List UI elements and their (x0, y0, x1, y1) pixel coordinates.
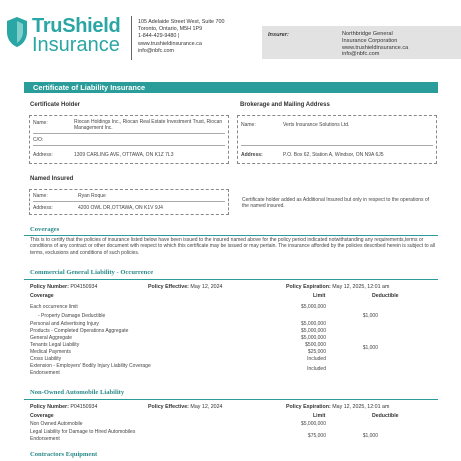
cgl-row-limit: Included (307, 366, 326, 372)
nonowned-policy-expiration: Policy Expiration: May 12, 2025, 12:01 am (286, 404, 390, 410)
address-line: Toronto, Ontario, M5H 1P9 (138, 26, 203, 33)
section-rule (24, 399, 438, 400)
nonowned-row-coverage: Endorsement (30, 436, 60, 442)
divider (33, 145, 225, 146)
cgl-row-limit: $25,000 (307, 349, 326, 355)
cgl-policy-effective: Policy Effective: May 12, 2024 (148, 284, 223, 290)
cgl-row-limit: $5,000,000 (300, 304, 326, 310)
section-rule (24, 279, 438, 280)
insurer-label: Insurer: (268, 32, 289, 38)
cgl-row-coverage: Tenants Legal Liability (30, 342, 80, 348)
certificate-holder-heading: Certificate Holder (30, 102, 81, 108)
nonowned-row-limit: $5,000,000 (300, 421, 326, 427)
nonowned-row-deductible: $1,000 (362, 433, 378, 439)
brokerage-name-label: Name: (241, 122, 256, 128)
shield-icon (6, 16, 28, 48)
holder-name-value: Riocan Holdings Inc., Riocan Real Estate Investment Trust, Riocan Management Inc. (74, 119, 223, 132)
nonowned-policy-effective: Policy Effective: May 12, 2024 (148, 404, 223, 410)
company-address (138, 19, 273, 55)
cgl-row-coverage: Personal and Advertising Injury (30, 321, 99, 327)
letterhead (0, 0, 461, 70)
insurer-details (342, 31, 460, 58)
cgl-row-coverage: Cross Liability (30, 356, 62, 362)
insured-name-value: Ryan Roque (78, 193, 106, 199)
coverages-heading: Coverages (30, 226, 60, 233)
cgl-row-limit: $5,000,000 (300, 335, 326, 341)
cgl-row-coverage: Products - Completed Operations Aggregate (30, 328, 129, 334)
cgl-col-limit: Limit (313, 293, 326, 299)
additional-insured-note: Certificate holder added as Additional Insured but only in respect to the operations of the named insured. (242, 197, 430, 210)
cgl-row-limit: $500,000 (305, 342, 326, 348)
cgl-row-coverage: Extension - Employers' Bodily Injury Liability Coverage (30, 363, 151, 369)
phone-line: 1-844-429-9480 | (138, 33, 180, 40)
holder-co-label: C/O: (33, 137, 44, 143)
email-link[interactable]: info@nbfc.com (138, 47, 175, 54)
cgl-row-coverage: General Aggregate (30, 335, 72, 341)
cgl-row-coverage: Each occurrence limit (30, 304, 78, 310)
insurer-website-link[interactable]: www.trushieldinsurance.ca (342, 44, 409, 51)
named-insured-heading: Named Insured (30, 176, 74, 182)
header-divider (131, 16, 132, 60)
certificate-title-bar (24, 82, 438, 93)
cgl-row-coverage: - Property Damage Deductible (38, 313, 106, 319)
brokerage-address-label: Address: (241, 152, 263, 158)
divider (33, 133, 225, 134)
cgl-row-limit: $5,000,000 (300, 321, 326, 327)
cgl-row-coverage: Medical Payments (30, 349, 71, 355)
section-rule (24, 235, 438, 236)
insured-address-label: Address: (33, 205, 53, 211)
holder-address-label: Address: (33, 152, 53, 158)
nonowned-row-limit: $75,000 (307, 433, 326, 439)
certificate-title: Certificate of Liability Insurance (33, 83, 146, 92)
nonowned-col-coverage: Coverage (30, 413, 54, 419)
insurer-email-link[interactable]: info@nbfc.com (342, 51, 380, 58)
coverages-statement: This is to certify that the policies of insurance listed below have been issued to the insured named above for the policy period indicated notwithstanding any requirements,terms or conditions of any contract or other document with respect to which this certificate may be issued or may pertain. The insurance afforded by the policies described herein is subject to all terms, exclusions and conditions of such policies. (30, 237, 436, 256)
divider (241, 145, 433, 146)
nonowned-row-coverage: Non Owned Automobile (30, 421, 83, 427)
brokerage-name-value: Verts Insurance Solutions Ltd. (283, 122, 350, 128)
nonowned-col-limit: Limit (313, 413, 326, 419)
contractors-heading: Contractors Equipment (30, 451, 98, 458)
insured-address-value: 4200 OWL DR,OTTAWA, ON K1V 9J4 (78, 205, 163, 211)
brokerage-heading: Brokerage and Mailing Address (240, 102, 330, 108)
insured-name-label: Name: (33, 193, 48, 199)
brand-line-2: Insurance (32, 34, 120, 56)
nonowned-row-coverage: Legal Liability for Damage to Hired Automobiles (30, 429, 136, 435)
cgl-row-limit: Included (307, 356, 326, 362)
holder-address-value: 1309 CARLING AVE, OTTAWA, ON K1Z 7L3 (74, 152, 174, 158)
insurer-name: Insurance Corporation (342, 37, 398, 44)
cgl-row-deductible: $1,000 (362, 313, 378, 319)
cgl-heading: Commercial General Liability - Occurrence (30, 269, 154, 276)
brand-line-1: TruShield (32, 15, 121, 37)
insurer-name: Northbridge General (342, 31, 393, 37)
cgl-col-deductible: Deductible (372, 293, 399, 299)
holder-name-label: Name: (33, 120, 48, 126)
cgl-row-limit: $5,000,000 (300, 328, 326, 334)
cgl-policy-number: Policy Number: P04150934 (30, 284, 98, 290)
brokerage-address-value: P.O. Box 62, Station A, Windsor, ON N9A 6J5 (283, 152, 384, 158)
website-link[interactable]: www.trushieldinsurance.ca (138, 40, 202, 47)
cgl-row-coverage: Endorsement (30, 370, 60, 376)
cgl-col-coverage: Coverage (30, 293, 54, 299)
nonowned-heading: Non-Owned Automobile Liability (30, 389, 125, 396)
cgl-policy-expiration: Policy Expiration: May 12, 2025, 12:01 am (286, 284, 390, 290)
address-line: 105 Adelaide Street West, Suite 700 (138, 19, 225, 25)
nonowned-col-deductible: Deductible (372, 413, 399, 419)
cgl-row-deductible: $1,000 (362, 345, 378, 351)
divider (33, 201, 225, 202)
nonowned-policy-number: Policy Number: P04150934 (30, 404, 98, 410)
